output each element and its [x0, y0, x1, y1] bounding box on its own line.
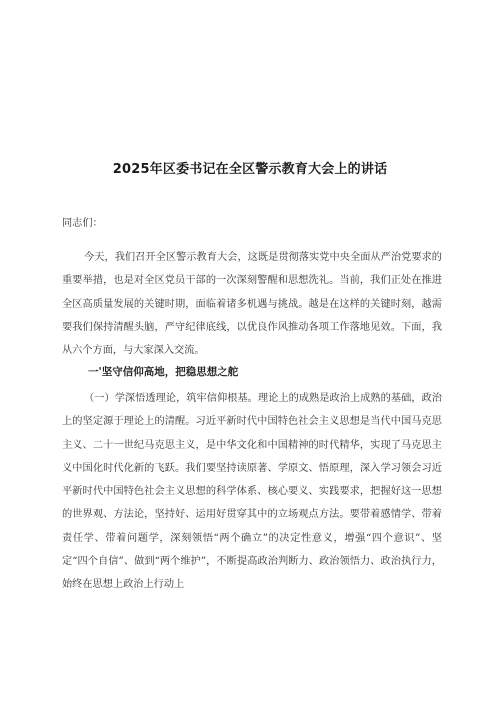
- salutation: 同志们：: [62, 218, 103, 229]
- document-title: 2025年区委书记在全区警示教育大会上的讲话: [112, 162, 388, 177]
- section-paragraph: （一）学深悟透理论，筑牢信仰根基。理论上的成熟是政治上成熟的基础，政治上的坚定源于理论上的清醒。习近平新时代中国特色社会主义思想是当代中国马克思主义、二十一世纪马克思主义，是中华文化和中国精神的时代精华，实现了马克思主义中国化时代化新的飞跃。我们要坚持读原著、学原文、悟原理，深入学习领会习近平新时代中国特色社会主义思想的科学体系、核心要义、实践要求，把握好这一思想的世界观、方法论，坚持好、运用好贯穿其中的立场观点方法。要带着感情学、带着责任学、带着问题学，深刻领悟“两个确立”的决定性意义，增强“四个意识”、坚定“四个自信”、做到“两个维护”，不断提高政治判断力、政治领悟力、政治执行力，始终在思想上政治上行动上: [62, 393, 442, 591]
- intro-paragraph: 今天，我们召开全区警示教育大会，这既是贯彻落实党中央全面从严治党要求的重要举措，也是对全区党员干部的一次深刻警醒和思想洗礼。当前，我们正处在推进全区高质量发展的关键时期，面临着诸多机遇与挑战。越是在这样的关键时刻，越需要我们保持清醒头脑，严守纪律底线，以优良作风推动各项工作落地见效。下面，我从六个方面，与大家深入交流。: [62, 252, 442, 357]
- section-heading: 一'坚守信仰高地，把稳思想之舵: [88, 366, 239, 378]
